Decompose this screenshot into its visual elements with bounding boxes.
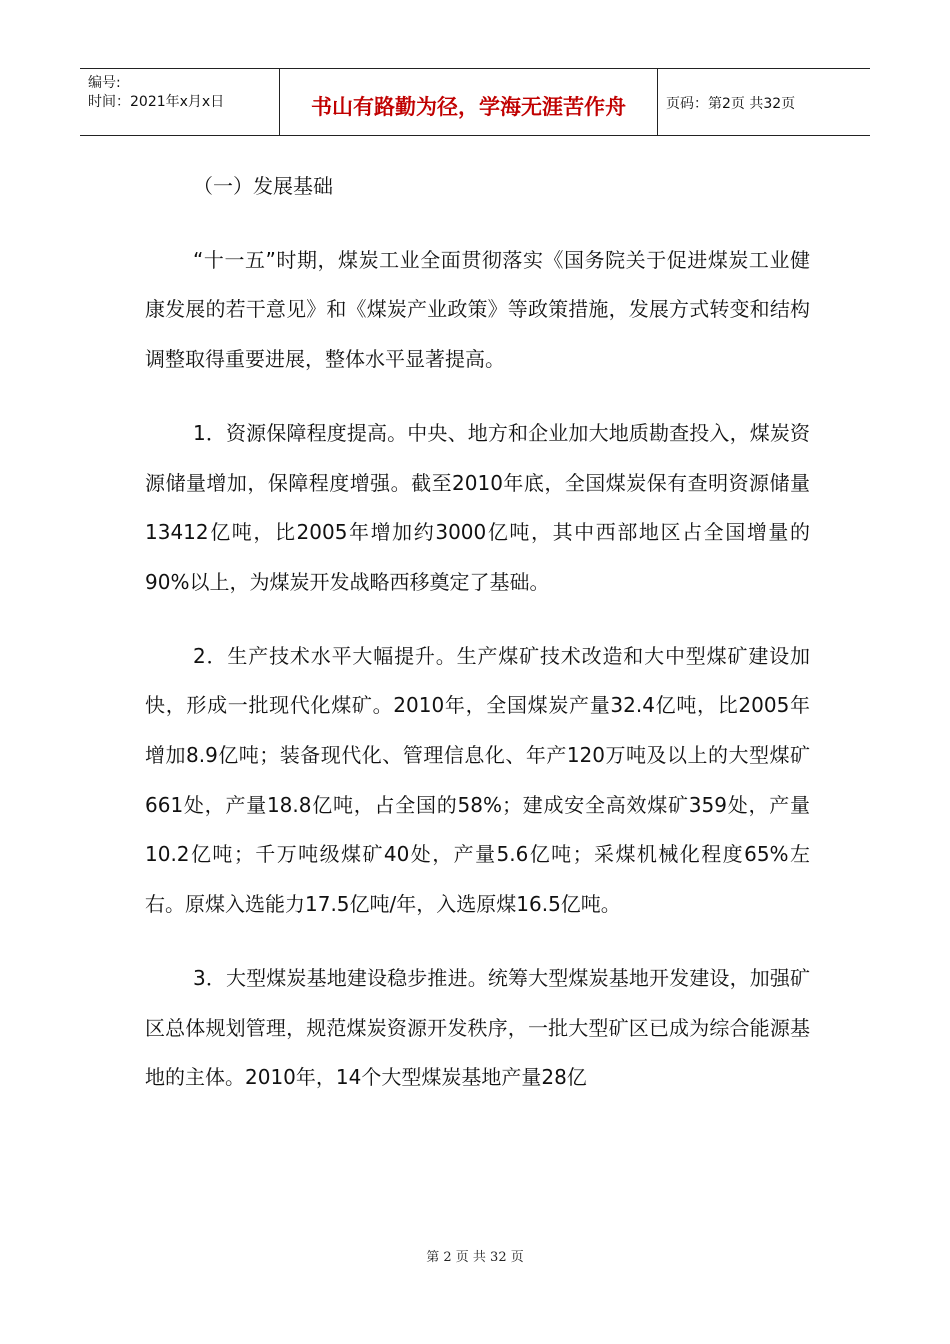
page-footer: 第 2 页 共 32 页 [426, 1250, 524, 1265]
body-paragraph-bases: 3．大型煤炭基地建设稳步推进。统筹大型煤炭基地开发建设，加强矿区总体规划管理，规范煤炭资源开发秩序，一批大型矿区已成为综合能源基地的主体。2010年，14个大型煤炭基地产量28亿 [145, 965, 810, 1090]
header-info-cell [80, 69, 280, 135]
header-page-cell [658, 69, 870, 135]
header-motto: 书山有路勤为径，学海无涯苦作舟 [311, 95, 626, 119]
body-paragraph-resources: 1．资源保障程度提高。中央、地方和企业加大地质勘查投入，煤炭资源储量增加，保障程度增强。截至2010年底，全国煤炭保有查明资源储量13412亿吨，比2005年增加约3000亿吨，其中西部地区占全国增量的90%以上，为煤炭开发战略西移奠定了基础。 [145, 420, 810, 594]
document-time-label: 时间：2021年x月x日 [88, 94, 225, 110]
page-header [80, 68, 870, 136]
document-number-label: 编号: [88, 75, 121, 91]
section-heading: （一）发展基础 [193, 174, 333, 198]
document-body [145, 162, 810, 1127]
body-paragraph-production: 2．生产技术水平大幅提升。生产煤矿技术改造和大中型煤矿建设加快，形成一批现代化煤矿。2010年，全国煤炭产量32.4亿吨，比2005年增加8.9亿吨；装备现代化、管理信息化、年产120万吨及以上的大型煤矿661处，产量18.8亿吨，占全国的58%；建成安全高效煤矿359处，产量10.2亿吨；千万吨级煤矿40处，产量5.6亿吨；采煤机械化程度65%左右。原煤入选能力17.5亿吨/年，入选原煤16.5亿吨。 [145, 643, 810, 917]
body-paragraph-intro: “十一五”时期，煤炭工业全面贯彻落实《国务院关于促进煤炭工业健康发展的若干意见》和《煤炭产业政策》等政策措施，发展方式转变和结构调整取得重要进展，整体水平显著提高。 [145, 247, 810, 372]
header-page-number: 页码：第2页 共32页 [666, 96, 796, 112]
header-motto-cell [280, 69, 658, 135]
